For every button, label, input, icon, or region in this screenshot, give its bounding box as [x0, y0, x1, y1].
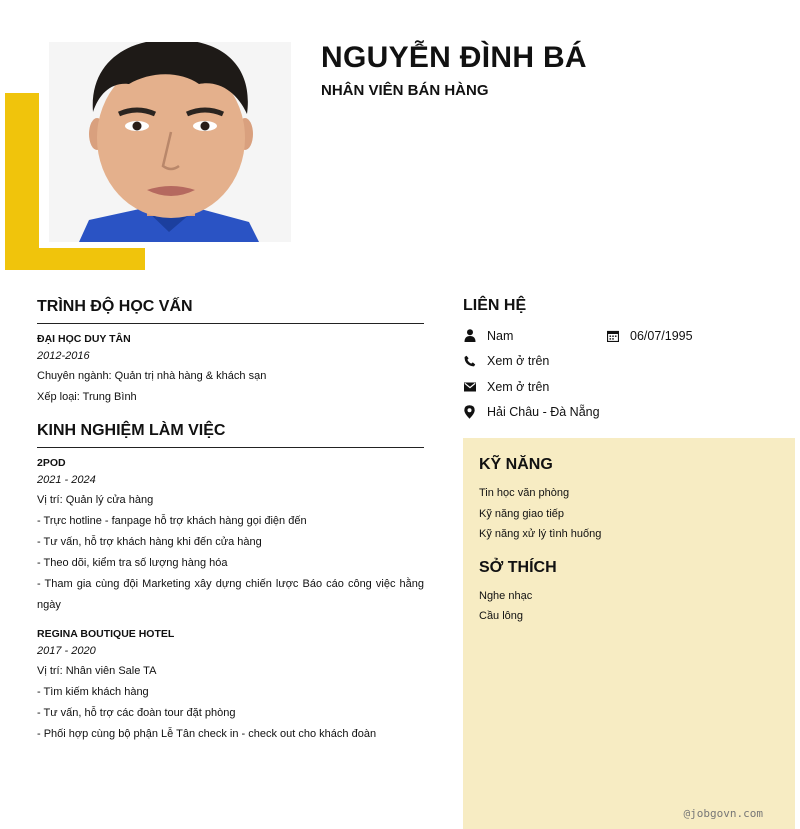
job-line: - Tư vấn, hỗ trợ khách hàng khi đến cửa hàng: [37, 536, 262, 548]
contact-birthdate: 06/07/1995: [630, 328, 693, 343]
accent-bar-vertical: [5, 93, 39, 270]
hobby-item: Nghe nhạc: [479, 589, 533, 602]
skills-hobbies-panel: [463, 438, 795, 829]
skill-item: Tin học văn phòng: [479, 487, 570, 499]
hobby-item: Cầu lông: [479, 610, 524, 622]
job-line: Vị trí: Nhân viên Sale TA: [37, 665, 157, 677]
phone-icon: [463, 355, 476, 368]
contact-row-address: [463, 400, 793, 426]
mail-icon: [463, 380, 476, 393]
skills-section-title: KỸ NĂNG: [479, 456, 553, 473]
education-school: ĐẠI HỌC DUY TÂN: [37, 333, 131, 345]
contact-row-email: [463, 374, 793, 400]
education-major: Chuyên ngành: Quản trị nhà hàng & khách sạn: [37, 370, 267, 382]
job-line: - Phối hợp cùng bộ phận Lễ Tân check in - check out cho khách đoàn: [37, 728, 377, 740]
job-line: Vị trí: Quản lý cửa hàng: [37, 494, 154, 506]
education-grade: Xếp loại: Trung Bình: [37, 391, 137, 403]
watermark: @jobgovn.com: [683, 807, 763, 820]
contact-gender: Nam: [487, 328, 514, 343]
contact-row-phone: [463, 349, 793, 375]
contact-address: Hải Châu - Đà Nẵng: [487, 405, 600, 420]
skill-item: Kỹ năng xử lý tình huống: [479, 528, 602, 540]
candidate-name: NGUYỄN ĐÌNH BÁ: [321, 41, 587, 74]
experience-section-title: KINH NGHIỆM LÀM VIỆC: [37, 422, 424, 448]
job-dates: 2017 - 2020: [37, 645, 96, 657]
job-company: REGINA BOUTIQUE HOTEL: [37, 628, 175, 640]
left-column: [37, 298, 424, 745]
profile-photo: [49, 42, 291, 242]
contact-section: [463, 297, 793, 425]
contact-phone: Xem ở trên: [487, 354, 550, 369]
job-title: NHÂN VIÊN BÁN HÀNG: [321, 82, 489, 99]
contact-section-title: LIÊN HỆ: [463, 297, 527, 314]
job-line: - Theo dõi, kiểm tra số lượng hàng hóa: [37, 557, 228, 569]
location-pin-icon: [463, 406, 476, 419]
job-line: - Tư vấn, hỗ trợ các đoàn tour đặt phòng: [37, 707, 236, 719]
accent-bar-horizontal: [5, 248, 145, 270]
hobbies-section-title: SỞ THÍCH: [479, 558, 557, 576]
skill-item: Kỹ năng giao tiếp: [479, 507, 565, 520]
contact-email: Xem ở trên: [487, 379, 550, 394]
contact-row-gender: [463, 323, 793, 349]
job-line: - Trực hotline - fanpage hỗ trợ khách hàng gọi điện đến: [37, 515, 307, 527]
job-dates: 2021 - 2024: [37, 474, 96, 486]
job-line: - Tìm kiếm khách hàng: [37, 686, 149, 698]
job-line: - Tham gia cùng đội Marketing xây dựng chiến lược Báo cáo công việc hằng ngày: [37, 578, 424, 611]
education-dates: 2012-2016: [37, 350, 90, 362]
person-icon: [463, 329, 476, 342]
calendar-icon: [606, 329, 619, 342]
job-company: 2POD: [37, 457, 66, 469]
education-section-title: TRÌNH ĐỘ HỌC VẤN: [37, 298, 424, 324]
